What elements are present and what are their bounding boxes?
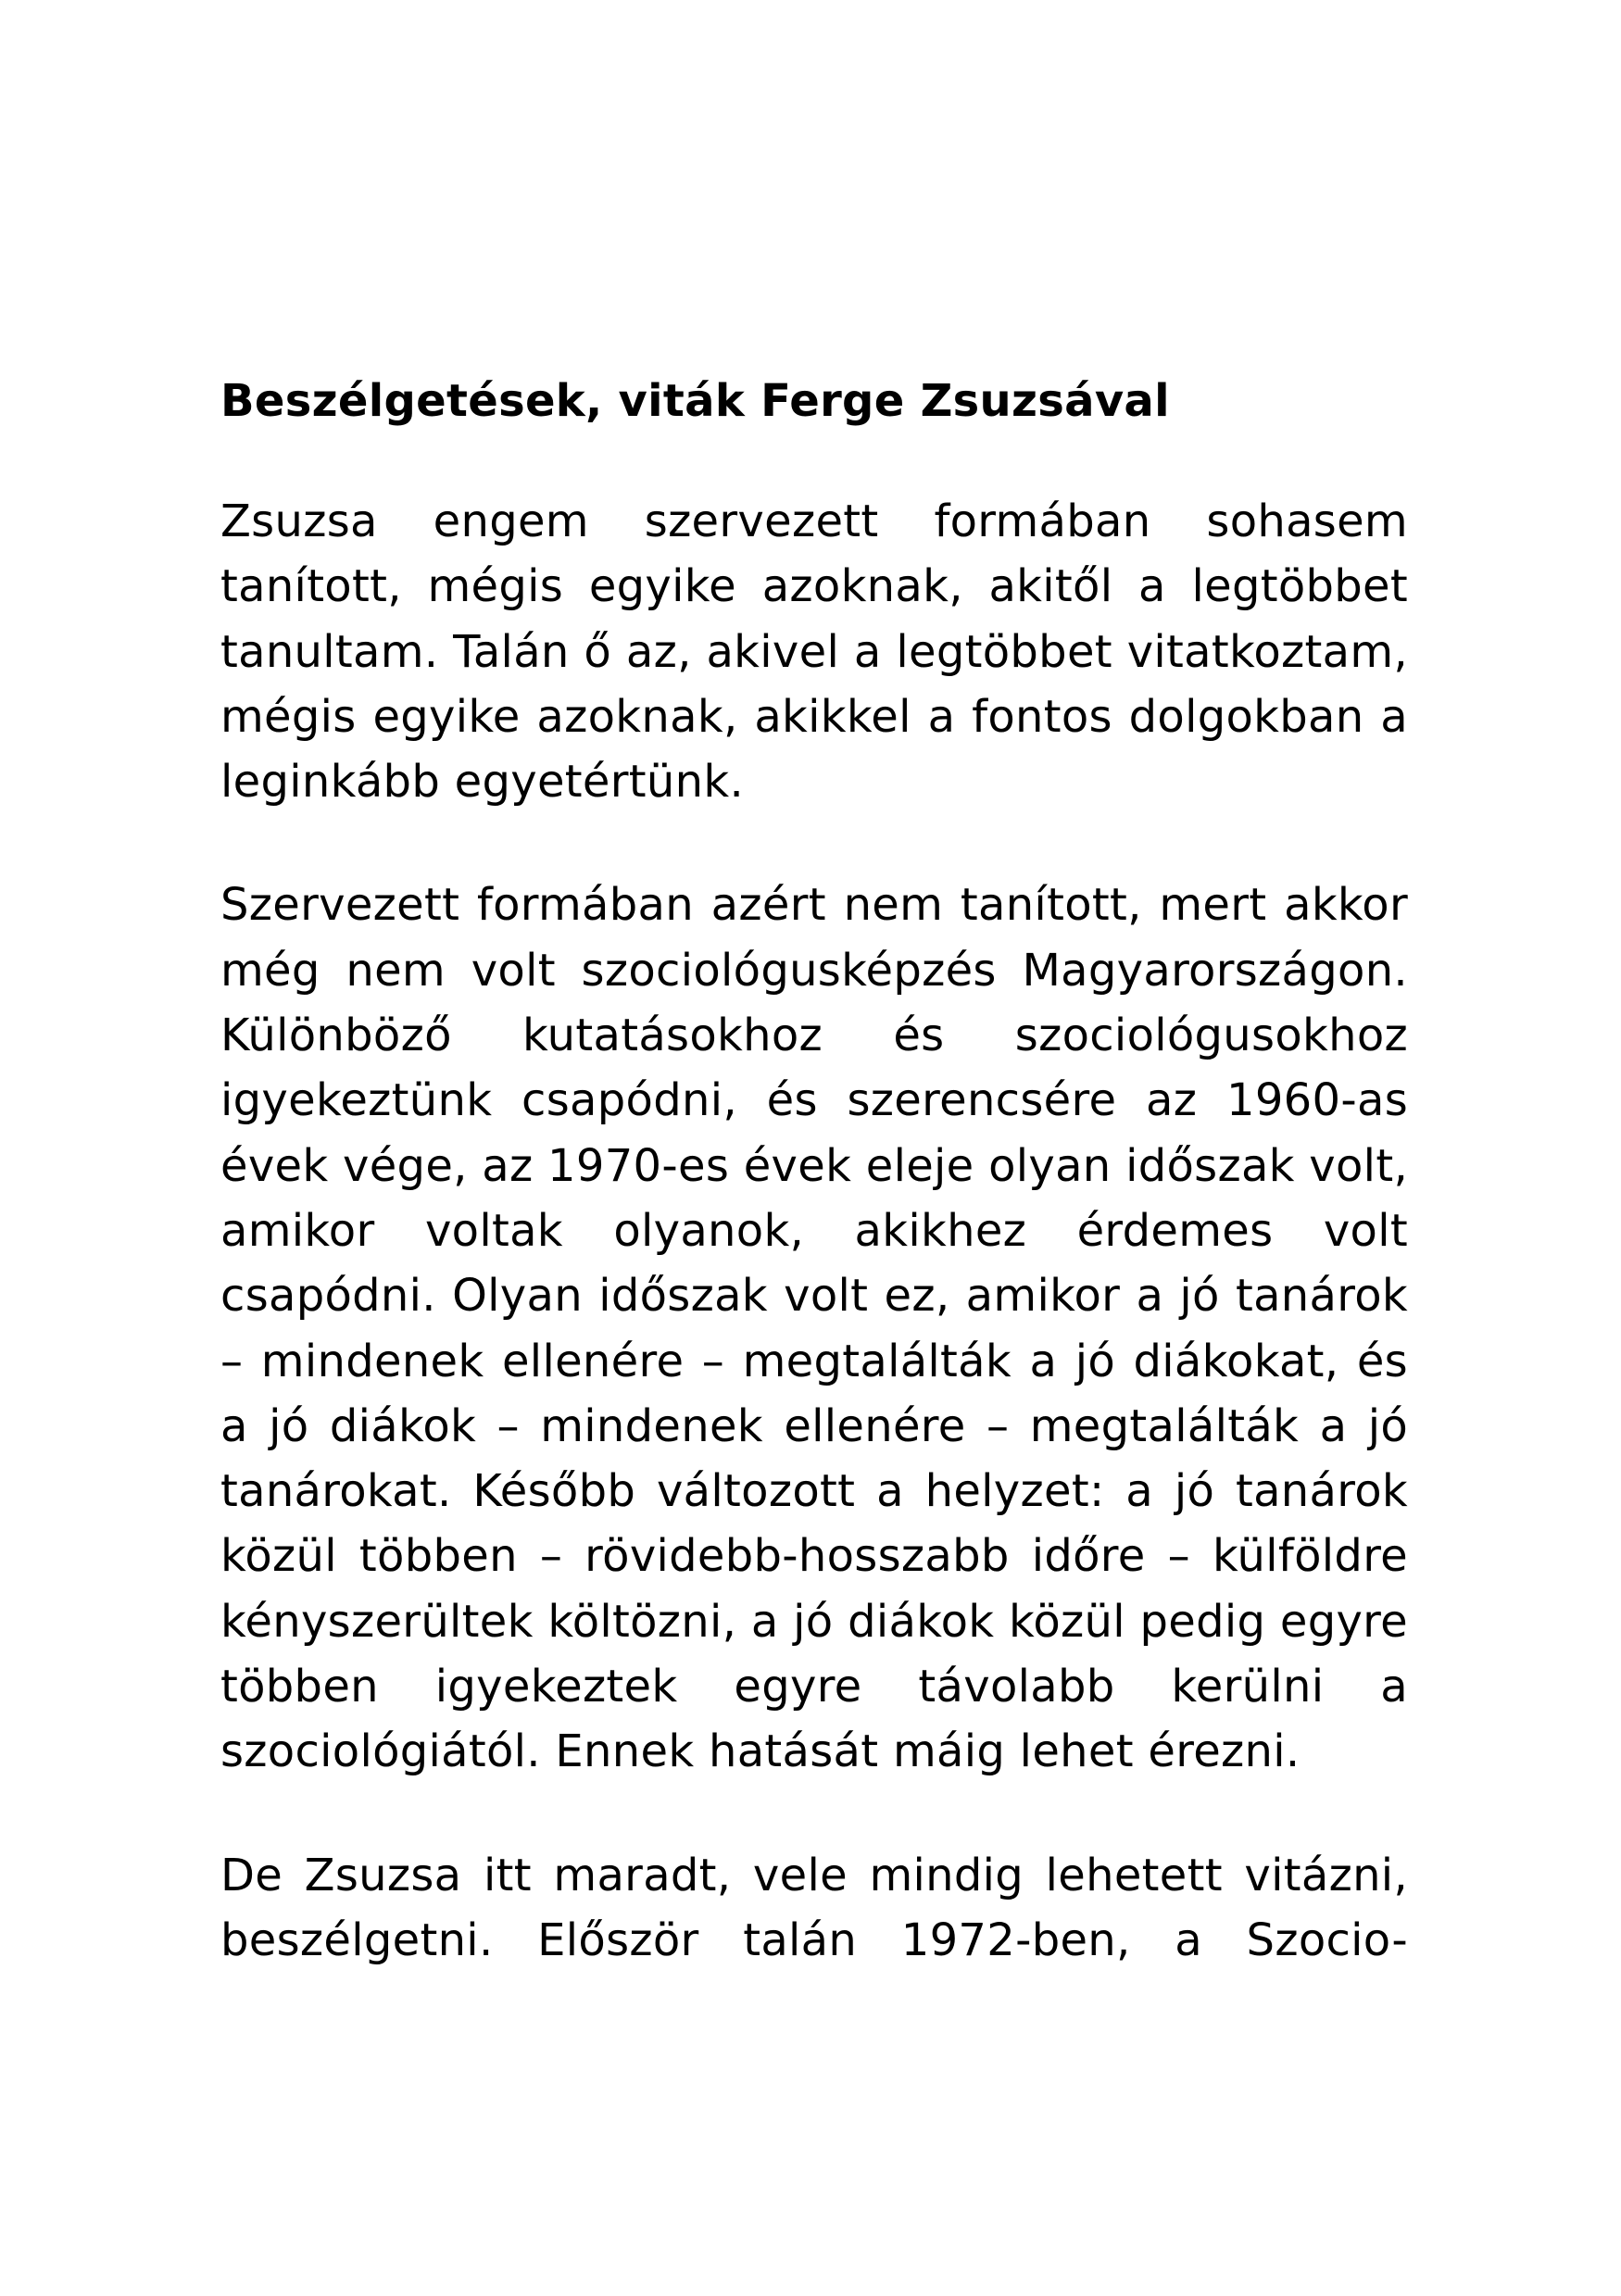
paragraph-2: Szervezett formában azért nem tanított, mert akkor még nem volt szociológusképzés Magyarországon. Különböző kutatásokhoz és szociológusokhoz igyekeztünk csapódni, és szerencsére az 1960-as évek vége, az 1970-es évek eleje olyan időszak volt, amikor voltak olyanok, akikhez érdemes volt csapódni. Olyan időszak volt ez, amikor a jó tanárok – mindenek ellenére – megtalálták a jó diákokat, és a jó diákok – mindenek ellenére – megtalálták a jó tanárokat. Később változott a helyzet: a jó tanárok közül többen – rövidebb-hosszabb időre – külföldre kényszerültek költözni, a jó diákok közül pedig egyre többen igyekeztek egyre távolabb kerülni a szociológiától. Ennek hatását máig lehet érezni. xyxy=(220,879,1408,1778)
document-title: Beszélgetések, viták Ferge Zsuzsával xyxy=(220,375,1170,427)
document-body xyxy=(220,369,1408,1973)
paragraph-3: De Zsuzsa itt maradt, vele mindig lehetett vitázni, beszélgetni. Először talán 1972-ben, a Szocio- xyxy=(220,1849,1408,1966)
paragraph-1: Zsuzsa engem szervezett formában sohasem tanított, mégis egyike azoknak, akitől a legtöbbet tanultam. Talán ő az, akivel a legtöbbet vitatkoztam, mégis egyike azoknak, akikkel a fontos dolgokban a leginkább egyetértünk. xyxy=(220,496,1408,809)
